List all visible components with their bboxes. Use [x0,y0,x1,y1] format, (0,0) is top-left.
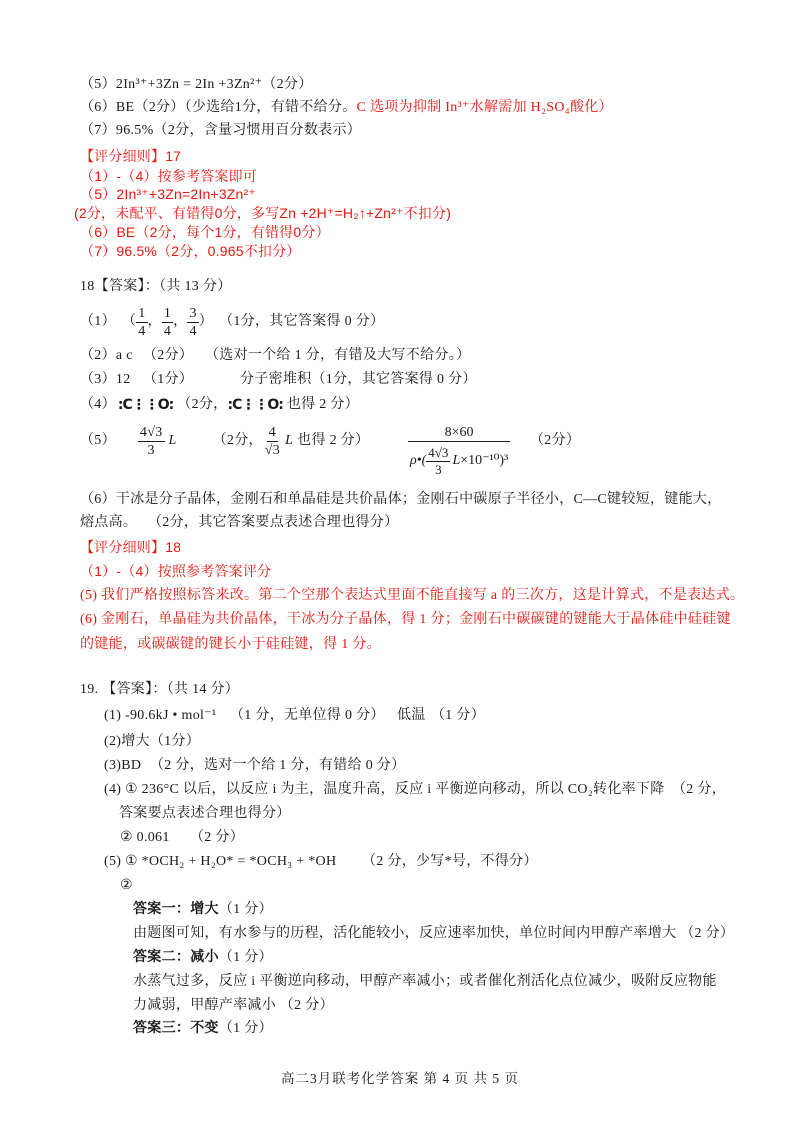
q19-answer-4-part2: ② 0.061 [120,830,170,845]
rubric-17-line: （7）96.5%（2分，0.965不扣分） [80,243,301,259]
q19-answer-5-score: （2 分，少写*号，不得分） [362,854,538,869]
numerator: 4√3 [428,444,449,460]
option-2-explanation: 力减弱，甲醇产率减小 （2 分） [133,998,334,1013]
numerator: 4√3 [139,424,163,440]
page-footer: 高二3月联考化学答案 第 4 页 共 5 页 [281,1071,519,1086]
q19-answer-3-score: （2 分，选对一个给 1 分，有错给 0 分） [150,758,406,773]
q18-answer-2: （2）a c [80,348,133,363]
q18-answer-3: （3）12 [80,372,131,387]
rubric-17-title: 【评分细则】17 [80,148,182,164]
q18-answer-2-note: （选对一个给 1 分，有错及大写不给分。） [205,348,471,363]
option-score: （1 分） [218,1021,273,1036]
density-prefix: ρ•( [410,453,427,468]
q18-answer-6-line2: 熔点高。 [80,515,138,530]
q17-answer-6-text: （6）BE（2分）（少选给1分，有错不给分。 [80,100,357,115]
q19-answer-5-part2-label: ② [120,878,133,893]
answer-label: （5） [80,433,116,448]
q19-answer-3: (3)BD [104,758,142,773]
edge-fraction [138,424,165,459]
alt-note: 也得 2 分） [286,397,359,412]
denominator: 4 [163,323,172,339]
q19-answer-5-part1: (5) ① *OCH₂ + H₂O* = *OCH₃ + *OH [104,854,337,869]
close-paren: ） [198,314,214,329]
density-fraction [408,424,510,480]
rubric-18-line: 的键能，或碳碳键的键长小于硅硅键，得 1 分。 [80,637,381,652]
q18-answer-6-line1: （6）干冰是分子晶体，金刚石和单晶硅是共价晶体；金刚石中碳原子半径小，C—C键较短，键能大， [80,492,722,507]
rubric-17-line: （6）BE（2分，每个1分，有错得0分） [80,224,330,240]
q17-answer-5: （5）2In³⁺+3Zn = 2In +3Zn²⁺（2分） [80,77,313,92]
numerator: 4 [268,424,277,440]
lewis-structure-co-alt: :C⋮⋮O: [227,397,283,413]
rubric-18-title: 【评分细则】18 [80,539,182,555]
q18-answer-3-packing: 分子密堆积（1分，其它答案得 0 分） [240,372,477,387]
q19-header: 19. 【答案】：（共 14 分） [80,682,240,697]
q19-answer-4-part1: (4) ① 236°C 以后，以反应 i 为主，温度升高，反应 i 平衡逆向移动，所以 CO₂转化率下降 [104,782,665,797]
rubric-17-line: （5）2In³⁺+3Zn=2In+3Zn²⁺ [80,186,256,202]
answer-label: （4） [80,397,116,412]
denominator: 4 [138,323,146,339]
option-score: （1 分） [218,902,273,917]
denominator: 3 [147,442,155,458]
density-suffix: ×10⁻¹⁰)³ [460,453,509,468]
numerator: 3 [189,305,197,321]
rubric-17-line: （1）-（4）按参考答案即可 [80,168,258,184]
option-title: 答案二：减小 [133,950,219,965]
rubric-18-line: (6) 金刚石，单晶硅为共价晶体，干冰为分子晶体，得 1 分；金刚石中碳碳键的键能大于晶体硅中硅硅键 [80,612,731,627]
option-1-explanation: 由题图可知，有水参与的历程，活化能较小，反应速率加快，单位时间内甲醇产率增大 （2 分） [133,926,735,941]
numerator: 1 [163,305,172,321]
variable-l: L [168,433,177,448]
density-numerator: 8×60 [408,424,510,442]
q18-answer-6-score: （2分，其它答案要点表述合理也得分） [148,515,399,530]
option-2-explanation: 水蒸气过多，反应 i 平衡逆向移动，甲醇产率减小；或者催化剂活化点位减少，吸附反应物能 [133,974,717,989]
q17-answer-6 [80,99,613,117]
rubric-17-line: (2分，未配平、有错得0分，多写Zn +2H⁺=H₂↑+Zn²⁺不扣分) [74,205,452,221]
q19-answer-1-condition-score: （1 分） [431,708,485,723]
answer-label: （1） [80,314,116,329]
fraction-z [187,305,198,340]
q18-answer-5 [80,421,369,461]
q18-answer-2-score: （2分） [143,348,194,363]
alt-note: 也得 2 分） [297,433,370,448]
density-score: （2分） [530,433,581,448]
rubric-18-line: （1）-（4）按照参考答案评分 [80,563,272,579]
denominator: √3 [264,442,281,458]
open-paren: （ [121,314,137,329]
score-note: （2分， [212,433,263,448]
q19-answer-4-part2-score: （2 分） [190,830,244,845]
q19-answer-2: (2)增大（1分） [104,734,201,749]
fraction-x [136,305,147,340]
variable-l: L [285,433,294,448]
q19-answer-4-score: （2 分， [672,782,726,797]
fraction-y [162,305,173,340]
lewis-structure-co: :C⋮⋮O: [117,397,174,413]
q19-answer-4-score-cont: 答案要点表述合理也得分） [119,806,291,821]
option-score: （1 分） [218,950,273,965]
denominator: 3 [435,461,442,477]
q18-answer-3-score: （1分） [143,372,194,387]
option-1-title [133,901,273,919]
option-2-title [133,949,273,967]
rubric-18-line: (5) 我们严格按照标答来改。第二个空那个表达式里面不能直接写 a 的三次方，这是计算式，不是表达式。 [80,588,745,603]
q18-header: 18【答案】：（共 13 分） [80,279,232,294]
numerator: 1 [138,305,146,321]
score-note: （1分，其它答案得 0 分） [219,314,385,329]
separator: ， [147,314,162,329]
option-title: 答案三：不变 [133,1021,219,1036]
q17-answer-7: （7）96.5%（2分，含量习惯用百分数表示） [80,123,362,138]
q18-answer-1 [80,302,384,342]
inner-edge-fraction [426,445,450,478]
denominator: 4 [189,323,197,339]
variable-l: L [452,453,461,468]
q19-answer-1: (1) -90.6kJ • mol⁻¹ [104,708,217,723]
q17-answer-6-red-note: C 选项为抑制 In³⁺水解需加 H₂SO₄酸化） [356,100,613,115]
density-denominator [408,442,510,480]
q19-answer-1-condition: 低温 [397,708,426,723]
option-3-title [133,1020,273,1038]
q18-answer-4 [80,394,359,416]
option-title: 答案一：增大 [133,902,219,917]
q19-answer-1-score: （1 分，无单位得 0 分） [230,708,385,723]
score-note: （2分， [177,397,228,412]
edge-alt-fraction [263,424,282,459]
separator: ， [173,314,188,329]
